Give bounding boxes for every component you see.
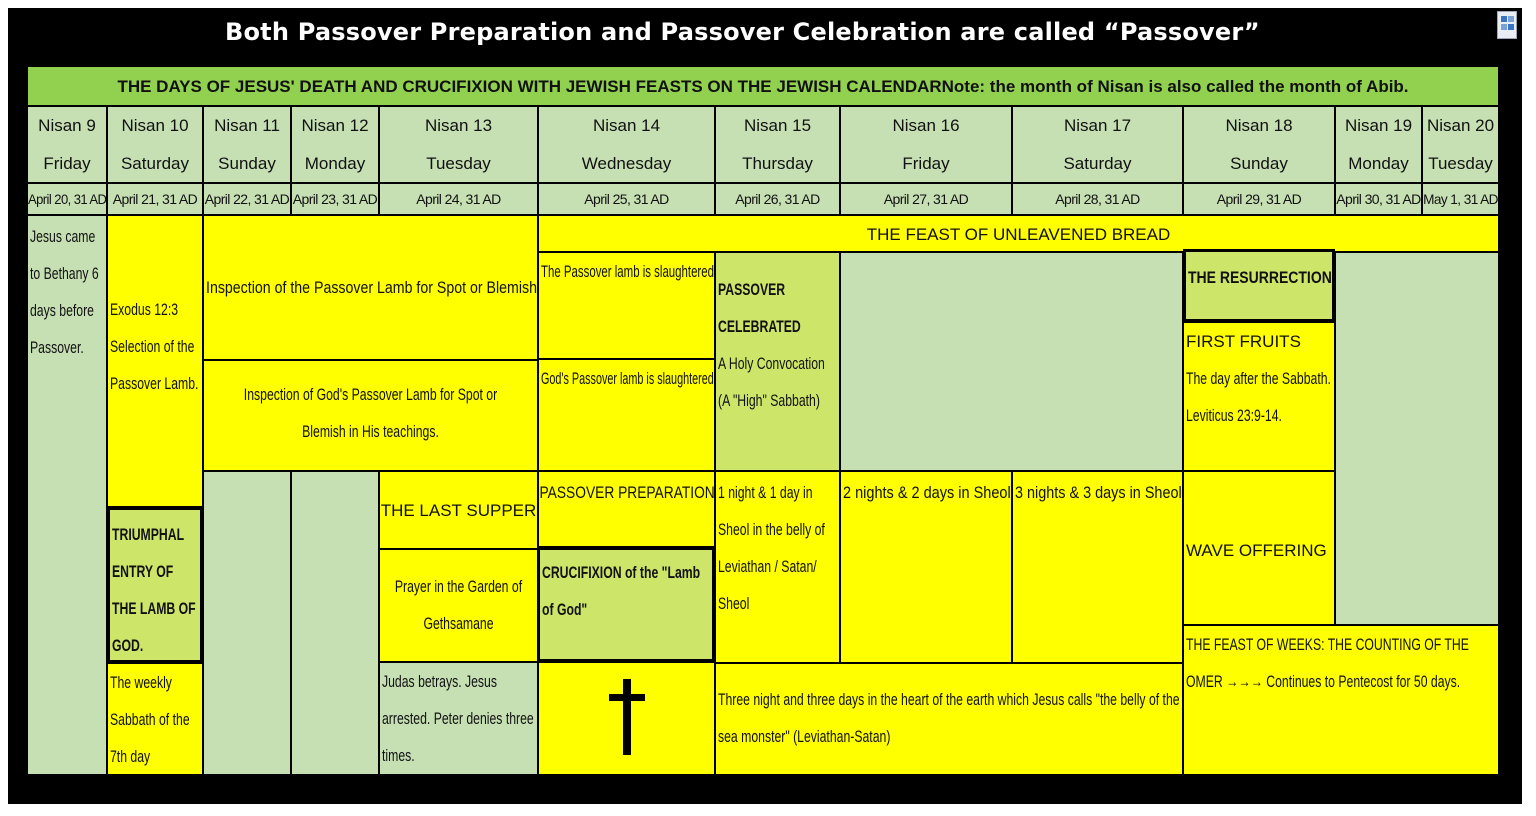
night3-cell xyxy=(1012,471,1183,663)
feast-weeks-cell xyxy=(1183,625,1499,775)
bethany-text: Jesus came to Bethany 6 days before Passover. xyxy=(30,227,99,357)
table-banner-text: THE DAYS OF JESUS' DEATH AND CRUCIFIXION WITH JEWISH FEASTS ON THE JEWISH CALENDARNote: the month of Nisan is also called the month of Abib. xyxy=(117,77,1409,96)
weekday-label: Sunday xyxy=(218,154,276,173)
day-header xyxy=(715,106,840,183)
page-title: Both Passover Preparation and Passover Celebration are called “Passover” xyxy=(225,18,1260,46)
nisan-label: Nisan 16 xyxy=(892,116,960,135)
cross-icon xyxy=(609,679,645,755)
weekday-label: Sunday xyxy=(1230,154,1288,173)
day-header xyxy=(1183,106,1335,183)
feast-unleavened-cell xyxy=(538,215,1499,252)
date-label: April 20, 31 AD xyxy=(27,191,107,207)
date-label: April 23, 31 AD xyxy=(292,191,378,207)
first-fruits-title: FIRST FRUITS xyxy=(1186,332,1301,351)
inspection-lamb-text: Inspection of the Passover Lamb for Spot or Blemish xyxy=(206,278,537,297)
day-header xyxy=(203,106,291,183)
nisan-label: Nisan 12 xyxy=(301,116,369,135)
day-header xyxy=(840,106,1012,183)
wave-offering-text: WAVE OFFERING xyxy=(1186,541,1327,560)
resurrection-text: THE RESURRECTION xyxy=(1188,268,1332,287)
last-supper-text: THE LAST SUPPER xyxy=(380,501,537,520)
weekday-label: Wednesday xyxy=(581,154,672,173)
date-label: April 21, 31 AD xyxy=(112,191,198,207)
crucifixion-cell xyxy=(537,547,715,662)
weekday-label: Thursday xyxy=(742,154,813,173)
inspection-lamb-cell xyxy=(203,215,538,360)
day-header xyxy=(379,106,538,183)
table-icon xyxy=(1497,11,1517,39)
date-cell xyxy=(1335,183,1422,215)
inspection-god-cell xyxy=(203,360,538,471)
nisan-label: Nisan 10 xyxy=(121,116,189,135)
date-label: April 24, 31 AD xyxy=(416,191,501,207)
day-header xyxy=(1012,106,1183,183)
weekday-label: Friday xyxy=(902,154,950,173)
triumphal-entry-text: TRIUMPHAL ENTRY OF THE LAMB OF GOD. xyxy=(112,525,196,655)
date-cell xyxy=(1422,183,1499,215)
passover-celebrated-text: PASSOVER CELEBRATED xyxy=(718,280,801,336)
judas-cell xyxy=(379,662,538,775)
three-nights-text: Three night and three days in the heart of the earth which Jesus calls "the belly of the sea monster" (Leviathan-Satan) xyxy=(718,690,1180,746)
night1-cell xyxy=(715,471,840,663)
empty-cell xyxy=(203,471,291,775)
date-label: April 25, 31 AD xyxy=(584,191,669,207)
date-cell xyxy=(1183,183,1335,215)
first-fruits-text: The day after the Sabbath. Leviticus 23:9-14. xyxy=(1186,369,1331,425)
date-label: April 22, 31 AD xyxy=(204,191,290,207)
table-banner xyxy=(27,66,1499,106)
day-header xyxy=(107,106,203,183)
exodus-text: Exodus 12:3 Selection of the Passover Lamb. xyxy=(110,300,199,393)
exodus-cell xyxy=(107,215,203,507)
date-label: April 30, 31 AD xyxy=(1336,191,1421,207)
date-cell xyxy=(27,183,107,215)
lamb-slaughtered-text: The Passover lamb is slaughtered xyxy=(541,262,714,281)
night2-text: 2 nights & 2 days in Sheol xyxy=(843,483,1011,502)
empty-cell xyxy=(840,252,1183,471)
weekday-label: Saturday xyxy=(120,154,190,173)
night1-text: 1 night & 1 day in Sheol in the belly of Leviathan / Satan/ Sheol xyxy=(718,483,825,613)
feast-unleavened-text: THE FEAST OF UNLEAVENED BREAD xyxy=(866,225,1171,244)
wave-offering-cell xyxy=(1183,471,1335,625)
lamb-slaughtered-cell xyxy=(538,252,715,359)
date-cell xyxy=(538,183,715,215)
date-cell xyxy=(715,183,840,215)
holy-convocation-text: A Holy Convocation (A "High" Sabbath) xyxy=(718,354,825,410)
date-cell xyxy=(203,183,291,215)
triumphal-entry-cell xyxy=(107,507,203,663)
crucifixion-text: CRUCIFIXION of the "Lamb of God" xyxy=(542,563,701,619)
day-header xyxy=(27,106,107,183)
weekday-label: Monday xyxy=(1348,154,1409,173)
date-cell xyxy=(379,183,538,215)
date-cell xyxy=(291,183,379,215)
date-cell xyxy=(840,183,1012,215)
empty-cell xyxy=(291,471,379,775)
date-label: April 26, 31 AD xyxy=(735,191,820,207)
weekday-label: Monday xyxy=(304,154,366,173)
date-label: April 28, 31 AD xyxy=(1055,191,1140,207)
weekday-label: Tuesday xyxy=(426,154,491,173)
nisan-label: Nisan 20 xyxy=(1426,116,1495,135)
nisan-label: Nisan 19 xyxy=(1344,116,1413,135)
three-nights-cell xyxy=(715,663,1183,775)
date-cell xyxy=(1012,183,1183,215)
nisan-label: Nisan 9 xyxy=(38,116,96,135)
prayer-garden-cell xyxy=(379,549,538,662)
inspection-god-text: Inspection of God's Passover Lamb for Spot or Blemish in His teachings. xyxy=(243,385,498,441)
weekly-sabbath-cell xyxy=(107,663,203,775)
nisan-label: Nisan 11 xyxy=(214,116,280,135)
first-fruits-cell xyxy=(1183,322,1335,471)
gods-lamb-slaughtered-cell xyxy=(538,359,715,471)
nisan-label: Nisan 14 xyxy=(592,116,661,135)
weekday-label: Friday xyxy=(43,154,91,173)
feast-weeks-text: THE FEAST OF WEEKS: THE COUNTING OF THE OMER →→→ Continues to Pentecost for 50 days. xyxy=(1186,635,1469,691)
passover-preparation-cell xyxy=(538,471,715,547)
day-header xyxy=(1422,106,1499,183)
last-supper-cell xyxy=(379,471,538,549)
date-label: May 1, 31 AD xyxy=(1423,191,1498,207)
bethany-cell xyxy=(27,215,107,775)
day-header xyxy=(538,106,715,183)
date-cell xyxy=(107,183,203,215)
nisan-label: Nisan 17 xyxy=(1063,116,1132,135)
day-header xyxy=(291,106,379,183)
empty-cell xyxy=(1335,252,1499,625)
nisan-label: Nisan 13 xyxy=(424,116,493,135)
day-header xyxy=(1335,106,1422,183)
cross-cell xyxy=(538,662,715,775)
date-label: April 27, 31 AD xyxy=(883,191,969,207)
nisan-label: Nisan 18 xyxy=(1225,116,1293,135)
night3-text: 3 nights & 3 days in Sheol xyxy=(1015,483,1182,502)
date-label: April 29, 31 AD xyxy=(1216,191,1302,207)
night2-cell xyxy=(840,471,1012,663)
gods-lamb-slaughtered-text: God's Passover lamb is slaughtered xyxy=(541,369,714,388)
resurrection-cell xyxy=(1183,249,1335,322)
weekday-label: Saturday xyxy=(1063,154,1132,173)
nisan-label: Nisan 15 xyxy=(743,116,812,135)
passover-preparation-text: PASSOVER PREPARATION xyxy=(539,483,715,502)
prayer-garden-text: Prayer in the Garden of Gethsamane xyxy=(394,577,523,633)
weekly-sabbath-text: The weekly Sabbath of the 7th day xyxy=(110,673,190,766)
weekday-label: Tuesday xyxy=(1428,154,1493,173)
judas-text: Judas betrays. Jesus arrested. Peter denies three times. xyxy=(382,672,534,765)
passover-celebrated-cell xyxy=(715,252,840,471)
calendar-table xyxy=(27,66,1499,775)
